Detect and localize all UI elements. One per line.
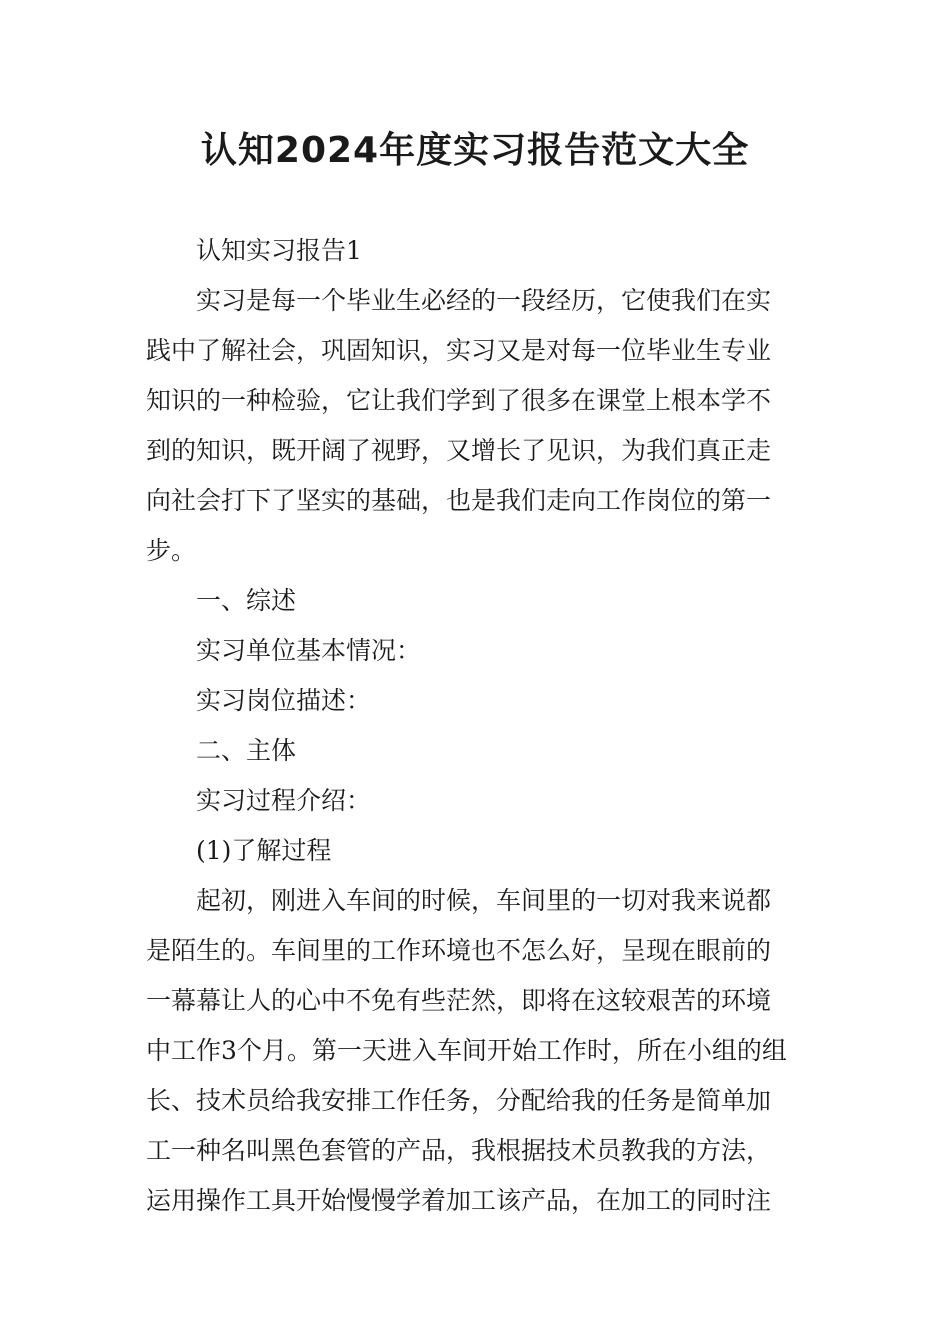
post-description-label: 实习岗位描述：	[196, 686, 372, 715]
paragraph-line: 知识的一种检验，它让我们学到了很多在课堂上根本学不	[146, 386, 772, 415]
paragraph-line: 步。	[146, 536, 197, 565]
paragraph-line: 运用操作工具开始慢慢学着加工该产品，在加工的同时注	[146, 1186, 772, 1215]
unit-info-label: 实习单位基本情况：	[196, 636, 422, 665]
paragraph-line: 起初，刚进入车间的时候，车间里的一切对我来说都	[196, 886, 772, 915]
report-heading: 认知实习报告1	[196, 236, 362, 265]
intro-paragraph	[146, 276, 806, 576]
paragraph-line: 长、技术员给我安排工作任务，分配给我的任务是简单加	[146, 1086, 772, 1115]
document-title: 认知2024年度实习报告范文大全	[200, 130, 750, 171]
section-heading-main: 二、主体	[196, 736, 297, 765]
paragraph-line: 一幕幕让人的心中不免有些茫然，即将在这较艰苦的环境	[146, 986, 772, 1015]
process-intro-label: 实习过程介绍：	[196, 786, 372, 815]
paragraph-line: 实习是每一个毕业生必经的一段经历，它使我们在实	[196, 286, 772, 315]
paragraph-line: 到的知识，既开阔了视野，又增长了见识，为我们真正走	[146, 436, 772, 465]
paragraph-line: 向社会打下了坚实的基础，也是我们走向工作岗位的第一	[146, 486, 772, 515]
paragraph-line: 是陌生的。车间里的工作环境也不怎么好，呈现在眼前的	[146, 936, 772, 965]
subsection-heading: (1)了解过程	[196, 836, 332, 865]
process-paragraph	[146, 876, 806, 1226]
paragraph-line: 中工作3个月。第一天进入车间开始工作时，所在小组的组	[146, 1036, 787, 1065]
paragraph-line: 工一种名叫黑色套管的产品，我根据技术员教我的方法，	[146, 1136, 772, 1165]
paragraph-line: 践中了解社会，巩固知识，实习又是对每一位毕业生专业	[146, 336, 772, 365]
document-body	[146, 226, 806, 1226]
section-heading-overview: 一、综述	[196, 586, 297, 615]
